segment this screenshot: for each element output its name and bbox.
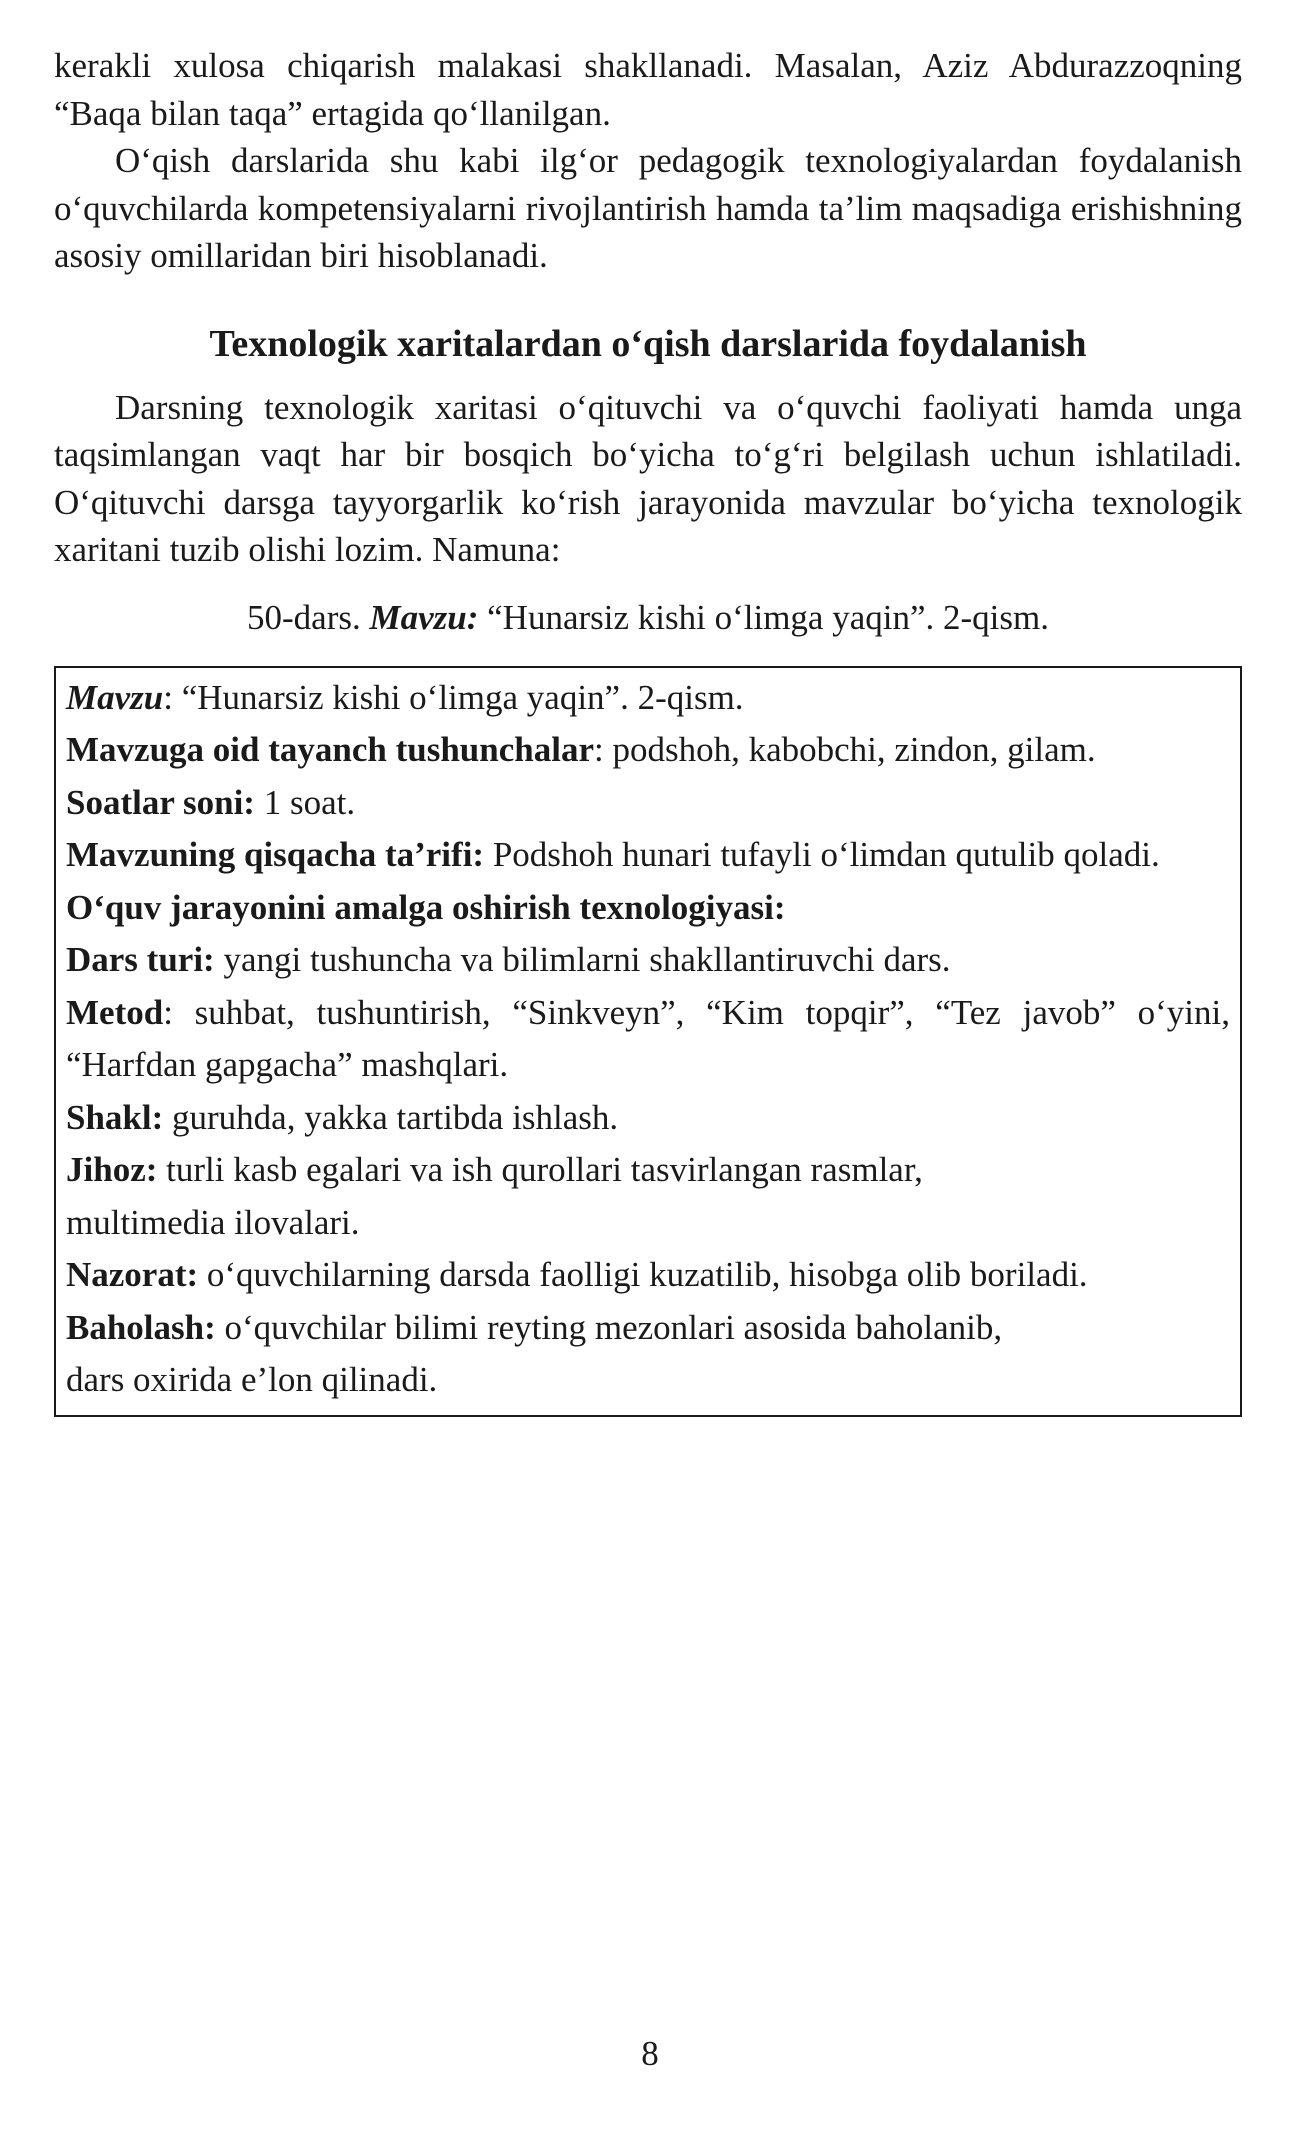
box-row-method	[66, 987, 1230, 1092]
lesson-caption-label: Mavzu:	[369, 597, 479, 637]
equipment-text-line-1: turli kasb egalari va ish qurollari tasvirlangan rasmlar,	[157, 1150, 923, 1189]
box-row-process	[66, 882, 1230, 935]
lesson-caption-text: “Hunarsiz kishi o‘limga yaqin”. 2-qism.	[487, 597, 1049, 637]
form-label: Shakl:	[66, 1097, 164, 1137]
box-row-grading	[66, 1302, 1230, 1407]
topic-label: Mavzu	[66, 677, 164, 717]
page-number: 8	[641, 2034, 659, 2073]
box-row-hours	[66, 777, 1230, 830]
topic-text: : “Hunarsiz kishi o‘limga yaqin”. 2-qism.	[163, 677, 744, 717]
box-row-control	[66, 1249, 1230, 1302]
box-row-concepts	[66, 724, 1230, 777]
concepts-label: Mavzuga oid tayanch tushunchalar	[66, 730, 594, 769]
box-row-type	[66, 934, 1230, 987]
summary-text: Podshoh hunari tufayli o‘limdan qutulib qoladi.	[484, 835, 1160, 874]
method-text: : suhbat, tushuntirish, “Sinkveyn”, “Kim topqir”, “Tez javob” o‘yini, “Harfdan gapgacha” mashqlari.	[66, 992, 1230, 1084]
equipment-label: Jihoz:	[66, 1150, 158, 1189]
intro-paragraph-1: kerakli xulosa chiqarish malakasi shakllanadi. Masalan, Aziz Abdurazzoqning “Baqa bilan taqa” ertagida qo‘llanilgan.	[54, 46, 1242, 133]
process-label: O‘quv jarayonini amalga oshirish texnologiyasi:	[66, 887, 786, 927]
grading-text-line-1: o‘quvchilar bilimi reyting mezonlari asosida baholanib,	[215, 1307, 1003, 1347]
control-label: Nazorat:	[66, 1255, 199, 1294]
section-title: Texnologik xaritalardan o‘qish darslarida foydalanish	[209, 322, 1087, 365]
hours-label: Soatlar soni:	[66, 782, 255, 822]
box-row-topic	[66, 672, 1230, 725]
grading-label: Baholash:	[66, 1307, 216, 1347]
type-text: yangi tushuncha va bilimlarni shakllantiruvchi dars.	[214, 940, 951, 979]
grading-text-line-2: dars oxirida e’lon qilinadi.	[66, 1360, 438, 1399]
method-label: Metod	[66, 992, 164, 1032]
box-row-summary	[66, 829, 1230, 882]
page-content	[54, 42, 1242, 1417]
control-text: o‘quvchilarning darsda faolligi kuzatilib, hisobga olib boriladi.	[198, 1255, 1088, 1294]
box-row-form	[66, 1092, 1230, 1145]
lesson-caption	[54, 594, 1242, 642]
section-paragraph: Darsning texnologik xaritasi o‘qituvchi va o‘quvchi faoliyati hamda unga taqsimlangan vaqt har bir bosqich bo‘yicha to‘g‘ri belgilash uchun ishlatiladi. O‘qituvchi darsga tayyorgarlik ko‘rish jarayonida mavzular bo‘yicha texnologik xaritani tuzib olishi lozim. Namuna:	[54, 387, 1242, 569]
concepts-text: : podshoh, kabobchi, zindon, gilam.	[594, 730, 1096, 769]
type-label: Dars turi:	[66, 940, 215, 979]
box-row-equipment	[66, 1144, 1230, 1249]
summary-label: Mavzuning qisqacha ta’rifi:	[66, 835, 485, 874]
equipment-text-line-2: multimedia ilovalari.	[66, 1202, 360, 1242]
intro-paragraph-2: O‘qish darslarida shu kabi ilg‘or pedagogik texnologiyalardan foydalanish o‘quvchilarda kompetensiyalarni rivojlantirish hamda ta’lim maqsadiga erishishning asosiy omillaridan biri hisoblanadi.	[54, 141, 1242, 275]
form-text: guruhda, yakka tartibda ishlash.	[163, 1097, 619, 1137]
lesson-caption-prefix: 50-dars.	[247, 597, 361, 637]
hours-text: 1 soat.	[254, 782, 356, 822]
technology-map-box	[54, 666, 1242, 1417]
